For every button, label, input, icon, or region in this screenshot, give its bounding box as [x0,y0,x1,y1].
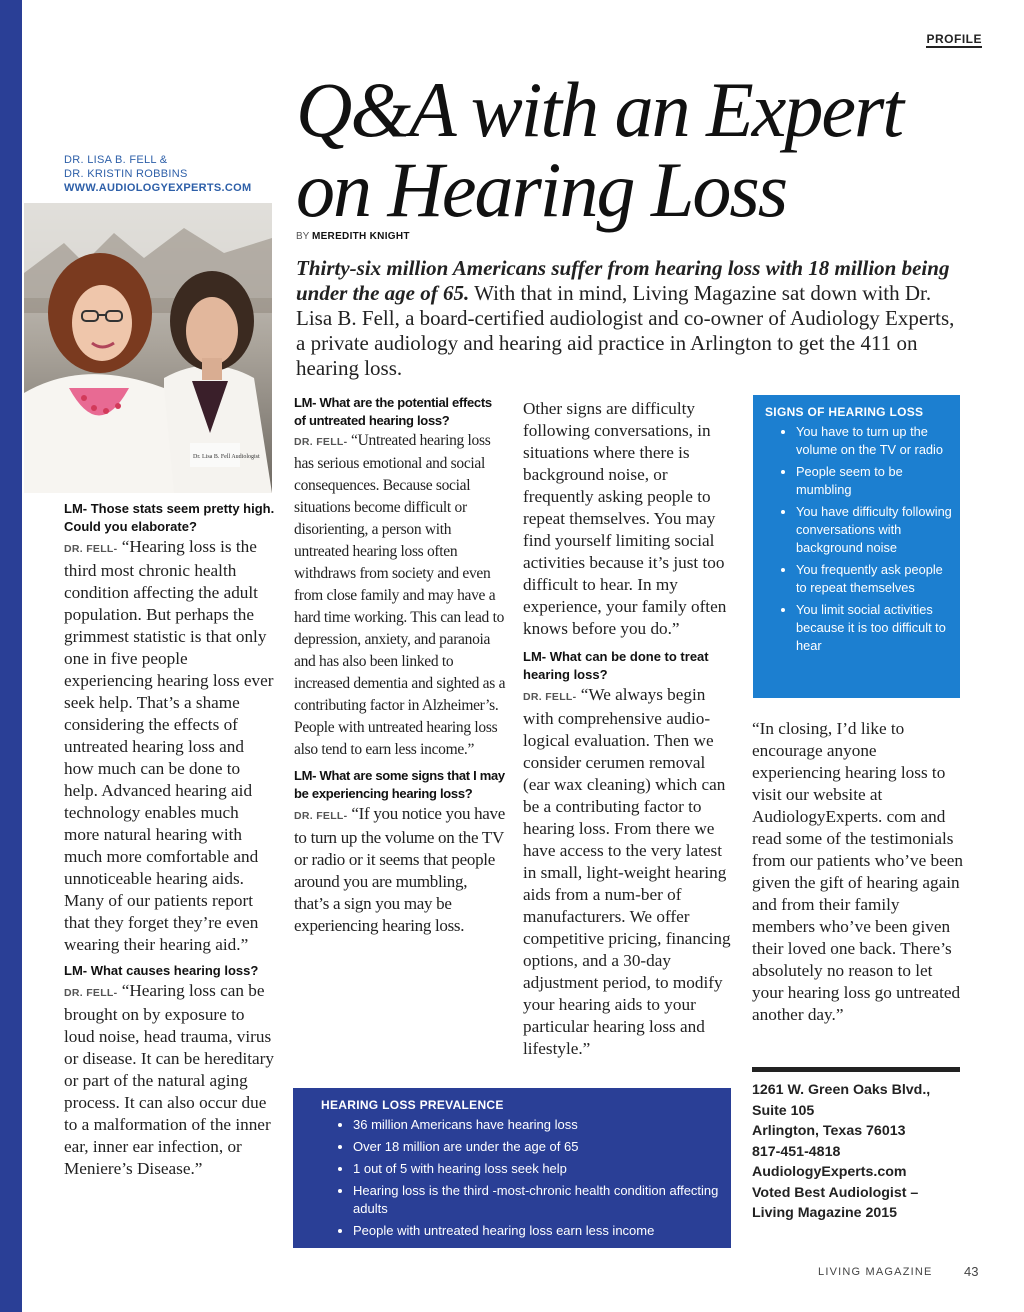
signs-continued: Other signs are difficulty following conversations, in situations where there is background noise, or frequently asking people to repeat themselves. You may find yourself limiting social activities because it’s just too difficult to hear. In my experience, your family often knows before you do.” [523,399,727,638]
credit-line-2: DR. KRISTIN ROBBINS [64,168,188,180]
coat-badge-text: Dr. Lisa B. Fell Audiologist [193,454,260,460]
credit-line-1: DR. LISA B. FELL & [64,154,168,166]
list-item: • Hearing loss is the third -most-chronic health condition affecting adults [353,1182,721,1218]
section-label: PROFILE [926,32,982,46]
award-line-2: Living Magazine 2015 [752,1205,898,1221]
list-item: • People with untreated hearing loss earn less income [353,1222,721,1240]
question-effects: LM- What are the potential effects of untreated hearing loss? [294,395,492,428]
question-causes: LM- What causes hearing loss? [64,963,259,978]
answer-stats [64,536,276,956]
list-item: • 36 million Americans have hearing loss [353,1116,721,1134]
speaker-label: DR. FELL- [523,691,577,703]
list-item: • You limit social activities because it is too difficult to hear [796,601,952,655]
contact-block [752,1080,972,1224]
byline-author: MEREDITH KNIGHT [311,231,410,242]
list-item: • Over 18 million are under the age of 65 [353,1138,721,1156]
answer-causes [64,980,276,1180]
column-4 [752,718,964,1026]
photo-credits [64,153,251,195]
list-item: • You have difficulty following conversations with background noise [796,503,952,557]
prevalence-list [293,1116,731,1240]
photo-illustration [24,203,272,493]
column-3 [523,398,735,1060]
prevalence-box-title: HEARING LOSS PREVALENCE [321,1098,504,1112]
byline [296,231,410,242]
speaker-label: DR. FELL- [64,987,118,999]
left-edge-bar [0,0,22,1312]
answer-causes-text: “Hearing loss can be brought on by exposure to loud noise, head trauma, virus or disease. It can be hereditary or part of the natural aging process. It can also occur due to a malformation of the inner ear, inner ear infection, or Meniere’s Disease.” [64,981,274,1178]
answer-treat-text: “We always begin with comprehensive audio-logical evaluation. Then we consider cerumen removal (ear wax cleaning) which can be a contributing factor to hearing loss. From there we have access to the very latest in small, light-weight hearing aids from a num-ber of manufacturers. We offer competitive pricing, financing options, and a 30-day adjustment period, to modify your hearing aids to your particular hearing loss and lifestyle.” [523,685,731,1058]
website-link[interactable]: AudiologyExperts.com [752,1164,907,1180]
speaker-label: DR. FELL- [64,543,118,555]
answer-signs-text: “If you notice you have to turn up the volume on the TV or radio or it seems that people around you are mumbling, that’s a sign you may be experiencing hearing loss. [294,804,506,935]
signs-list [753,423,960,655]
answer-effects-text: “Untreated hearing loss has serious emotional and social consequences. Because social situations become difficult or disorienting, a person with untreated hearing loss often withdraws from society and even from close family and may have a hard time working. This can lead to depression, anxiety, and paranoia and has also been linked to increased dementia and sighted as a contributing factor in Alzheimer’s. People with untreated hearing loss also tend to earn less income.” [294,432,506,758]
article-title [296,66,996,233]
answer-stats-text: “Hearing loss is the third most chronic health condition affecting the adult population. But perhaps the grimmest statistic is that only one in five people experiencing hearing loss ever seek help. That’s a shame considering the effects of untreated hearing loss and how much can be done to help. Advanced hearing aid technology enables much more natural hearing with much more comfortable and unnoticeable hearing aids. Many of our patients report that they forget they’re even wearing their hearing aid.” [64,537,274,954]
intro-bold: Thirty-six million Americans suffer from hearing loss with 18 million being under the age of 65. [296,256,950,305]
column-2 [294,394,506,937]
phone-number[interactable]: 817-451-4818 [752,1143,841,1160]
closing-paragraph: “In closing, I’d like to encourage anyone experiencing hearing loss to visit our website at AudiologyExperts. com and read some of the testimonials from our patients who’ve been given the gift of hearing again and from their family members who’ve been given their loved one back. There’s absolutely no reason to let your hearing loss go untreated another day.” [752,719,963,1024]
list-item: • You frequently ask people to repeat themselves [796,561,952,597]
question-treat: LM- What can be done to treat hearing loss? [523,649,709,682]
hearing-loss-prevalence-box [293,1088,731,1248]
address-line-2: Suite 105 [752,1102,815,1119]
question-stats: LM- Those stats seem pretty high. Could you elaborate? [64,501,275,534]
column-1 [64,500,276,1180]
title-line-1: Q&A with an Expert [296,66,903,153]
list-item: • People seem to be mumbling [796,463,952,499]
list-item: • 1 out of 5 with hearing loss seek help [353,1160,721,1178]
address-line-3: Arlington, Texas 76013 [752,1123,906,1139]
list-item: • You have to turn up the volume on the TV or radio [796,423,952,459]
answer-treat [523,684,735,1060]
divider [752,1067,960,1072]
address-line-1: 1261 W. Green Oaks Blvd., [752,1082,931,1098]
award-line-1: Voted Best Audiologist – [752,1184,919,1201]
byline-prefix: BY [296,231,310,242]
signs-box-title: SIGNS OF HEARING LOSS [765,405,924,419]
footer-magazine-name: LIVING MAGAZINE [818,1266,933,1278]
signs-of-hearing-loss-box [753,395,960,698]
title-line-2: on Hearing Loss [296,146,787,233]
speaker-label: DR. FELL- [294,810,348,822]
speaker-label: DR. FELL- [294,436,348,448]
credit-url[interactable]: WWW.AUDIOLOGYEXPERTS.COM [64,182,252,194]
question-signs: LM- What are some signs that I may be experiencing hearing loss? [294,768,505,801]
page-number: 43 [964,1264,979,1279]
doctors-photo [24,203,272,493]
intro-rest: With that in mind, Living Magazine sat down with Dr. Lisa B. Fell, a board-certified audiologist and co-owner of Audiology Experts, a private audiology and hearing aid practice in Arlington to get the 411 on hearing loss. [296,281,955,380]
intro-paragraph [296,256,966,381]
answer-signs [294,803,506,937]
answer-effects [294,430,506,761]
